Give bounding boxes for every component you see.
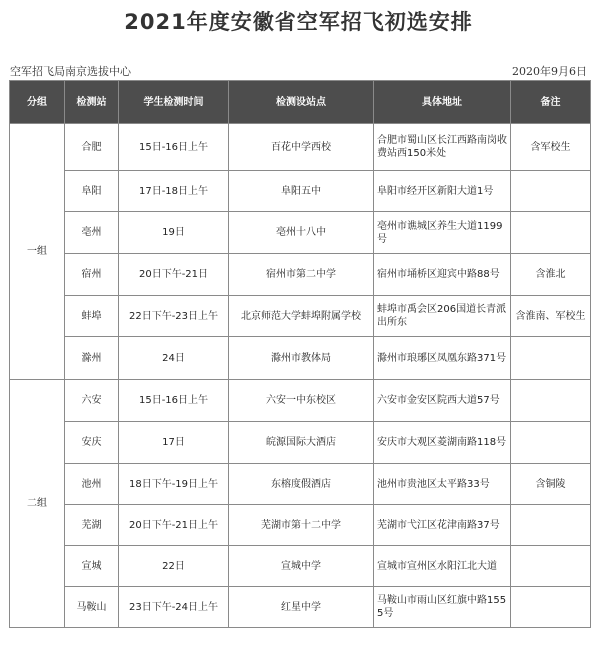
site-cell: 宿州市第二中学 <box>229 254 374 296</box>
header-time: 学生检测时间 <box>119 81 229 124</box>
time-cell: 24日 <box>119 337 229 380</box>
note-cell <box>511 380 591 422</box>
site-cell: 芜湖市第十二中学 <box>229 505 374 546</box>
address-cell: 阜阳市经开区新阳大道1号 <box>374 171 511 212</box>
header-group: 分组 <box>10 81 65 124</box>
site-cell: 皖源国际大酒店 <box>229 422 374 464</box>
table-row <box>10 296 591 337</box>
site-cell: 百花中学西校 <box>229 124 374 171</box>
station-cell: 蚌埠 <box>65 296 119 337</box>
note-cell <box>511 546 591 587</box>
group-cell: 二组 <box>10 380 65 628</box>
note-cell: 含铜陵 <box>511 464 591 505</box>
table-row <box>10 422 591 464</box>
address-cell: 马鞍山市雨山区红旗中路1555号 <box>374 587 511 628</box>
address-cell: 宿州市埇桥区迎宾中路88号 <box>374 254 511 296</box>
note-cell <box>511 505 591 546</box>
issue-date: 2020年9月6日 <box>512 65 587 78</box>
note-cell <box>511 171 591 212</box>
table-row <box>10 337 591 380</box>
site-cell: 红星中学 <box>229 587 374 628</box>
station-cell: 宿州 <box>65 254 119 296</box>
time-cell: 23日下午-24日上午 <box>119 587 229 628</box>
station-cell: 安庆 <box>65 422 119 464</box>
site-cell: 宣城中学 <box>229 546 374 587</box>
table-row <box>10 505 591 546</box>
header-address: 具体地址 <box>374 81 511 124</box>
address-cell: 亳州市谯城区养生大道1199号 <box>374 212 511 254</box>
site-cell: 阜阳五中 <box>229 171 374 212</box>
note-cell <box>511 337 591 380</box>
time-cell: 22日 <box>119 546 229 587</box>
table-row <box>10 464 591 505</box>
address-cell: 宣城市宣州区水阳江北大道 <box>374 546 511 587</box>
time-cell: 20日下午-21日上午 <box>119 505 229 546</box>
address-cell: 芜湖市弋江区花津南路37号 <box>374 505 511 546</box>
address-cell: 合肥市蜀山区长江西路南岗收费站西150米处 <box>374 124 511 171</box>
station-cell: 马鞍山 <box>65 587 119 628</box>
time-cell: 17日-18日上午 <box>119 171 229 212</box>
site-cell: 北京师范大学蚌埠附属学校 <box>229 296 374 337</box>
page-title: 2021年度安徽省空军招飞初选安排 <box>124 10 473 34</box>
address-cell: 池州市贵池区太平路33号 <box>374 464 511 505</box>
document-subline <box>8 63 589 79</box>
table-row <box>10 380 591 422</box>
site-cell: 滁州市教体局 <box>229 337 374 380</box>
header-site: 检测设站点 <box>229 81 374 124</box>
address-cell: 六安市金安区院西大道57号 <box>374 380 511 422</box>
group-cell: 一组 <box>10 124 65 380</box>
note-cell <box>511 587 591 628</box>
time-cell: 17日 <box>119 422 229 464</box>
site-cell: 六安一中东校区 <box>229 380 374 422</box>
time-cell: 15日-16日上午 <box>119 124 229 171</box>
note-cell <box>511 212 591 254</box>
station-cell: 池州 <box>65 464 119 505</box>
station-cell: 合肥 <box>65 124 119 171</box>
header-station: 检测站 <box>65 81 119 124</box>
station-cell: 六安 <box>65 380 119 422</box>
table-row <box>10 212 591 254</box>
note-cell: 含淮南、军校生 <box>511 296 591 337</box>
time-cell: 22日下午-23日上午 <box>119 296 229 337</box>
table-row <box>10 254 591 296</box>
station-cell: 滁州 <box>65 337 119 380</box>
table-row <box>10 171 591 212</box>
address-cell: 蚌埠市禹会区206国道长青派出所东 <box>374 296 511 337</box>
table-row <box>10 546 591 587</box>
time-cell: 15日-16日上午 <box>119 380 229 422</box>
time-cell: 18日下午-19日上午 <box>119 464 229 505</box>
station-cell: 宣城 <box>65 546 119 587</box>
issuing-organization: 空军招飞局南京选拔中心 <box>10 65 131 78</box>
note-cell: 含军校生 <box>511 124 591 171</box>
note-cell: 含淮北 <box>511 254 591 296</box>
station-cell: 芜湖 <box>65 505 119 546</box>
table-row <box>10 124 591 171</box>
table-row <box>10 587 591 628</box>
table-header-row <box>10 81 591 124</box>
address-cell: 滁州市琅琊区凤凰东路371号 <box>374 337 511 380</box>
station-cell: 亳州 <box>65 212 119 254</box>
time-cell: 19日 <box>119 212 229 254</box>
time-cell: 20日下午-21日 <box>119 254 229 296</box>
note-cell <box>511 422 591 464</box>
site-cell: 东榕度假酒店 <box>229 464 374 505</box>
header-note: 备注 <box>511 81 591 124</box>
station-cell: 阜阳 <box>65 171 119 212</box>
address-cell: 安庆市大观区菱湖南路118号 <box>374 422 511 464</box>
schedule-table <box>9 80 591 628</box>
site-cell: 亳州十八中 <box>229 212 374 254</box>
